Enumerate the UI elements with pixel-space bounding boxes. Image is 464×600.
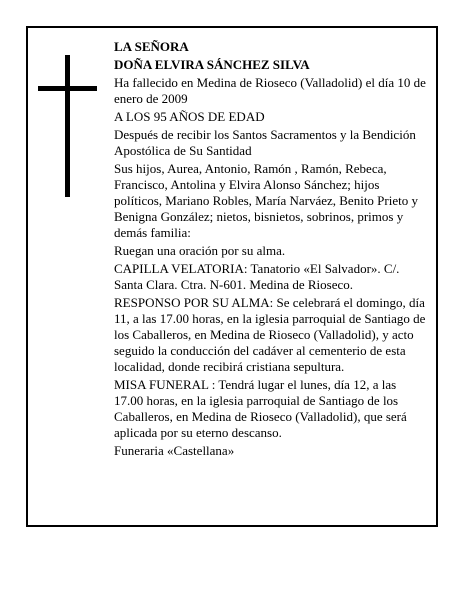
death-announcement: Ha fallecido en Medina de Rioseco (Valladolid) el día 10 de enero de 2009: [114, 75, 426, 106]
funeral-mass-info: MISA FUNERAL : Tendrá lugar el lunes, día 12, a las 17.00 horas, en la iglesia parroquial de Santiago de los Caballeros, en Medina de Rioseco (Valladolid), que será aplicada por su eterno descanso.: [114, 377, 407, 440]
sacraments-line: Después de recibir los Santos Sacramentos y la Bendición Apostólica de Su Santidad: [114, 127, 416, 158]
prayer-request: Ruegan una oración por su alma.: [114, 243, 286, 258]
age-line: A LOS 95 AÑOS DE EDAD: [114, 109, 265, 124]
cross-icon-horizontal-bar: [38, 86, 97, 91]
heading-title: LA SEÑORA: [114, 39, 189, 54]
family-list: Sus hijos, Aurea, Antonio, Ramón , Ramón, Rebeca, Francisco, Antolina y Elvira Alonso Sánchez; hijos políticos, Mariano Robles, María Narváez, Benito Prieto y Benigna González; nietos, bisnietos, sobrinos, primos y demás familia:: [114, 161, 418, 240]
obituary-text: [114, 39, 426, 461]
responso-info: RESPONSO POR SU ALMA: Se celebrará el domingo, día 11, a las 17.00 horas, en la iglesia parroquial de Santiago de los Caballeros, en Medina de Rioseco (Valladolid), y acto seguido la conducción del cadáver al cementerio de esta localidad, donde recibirá cristiana sepultura.: [114, 295, 426, 374]
cross-icon-vertical-bar: [65, 55, 70, 197]
wake-chapel-info: CAPILLA VELATORIA: Tanatorio «El Salvador». C/. Santa Clara. Ctra. N-601. Medina de Rioseco.: [114, 261, 400, 292]
funeral-home: Funeraria «Castellana»: [114, 443, 235, 458]
deceased-name: DOÑA ELVIRA SÁNCHEZ SILVA: [114, 57, 310, 72]
